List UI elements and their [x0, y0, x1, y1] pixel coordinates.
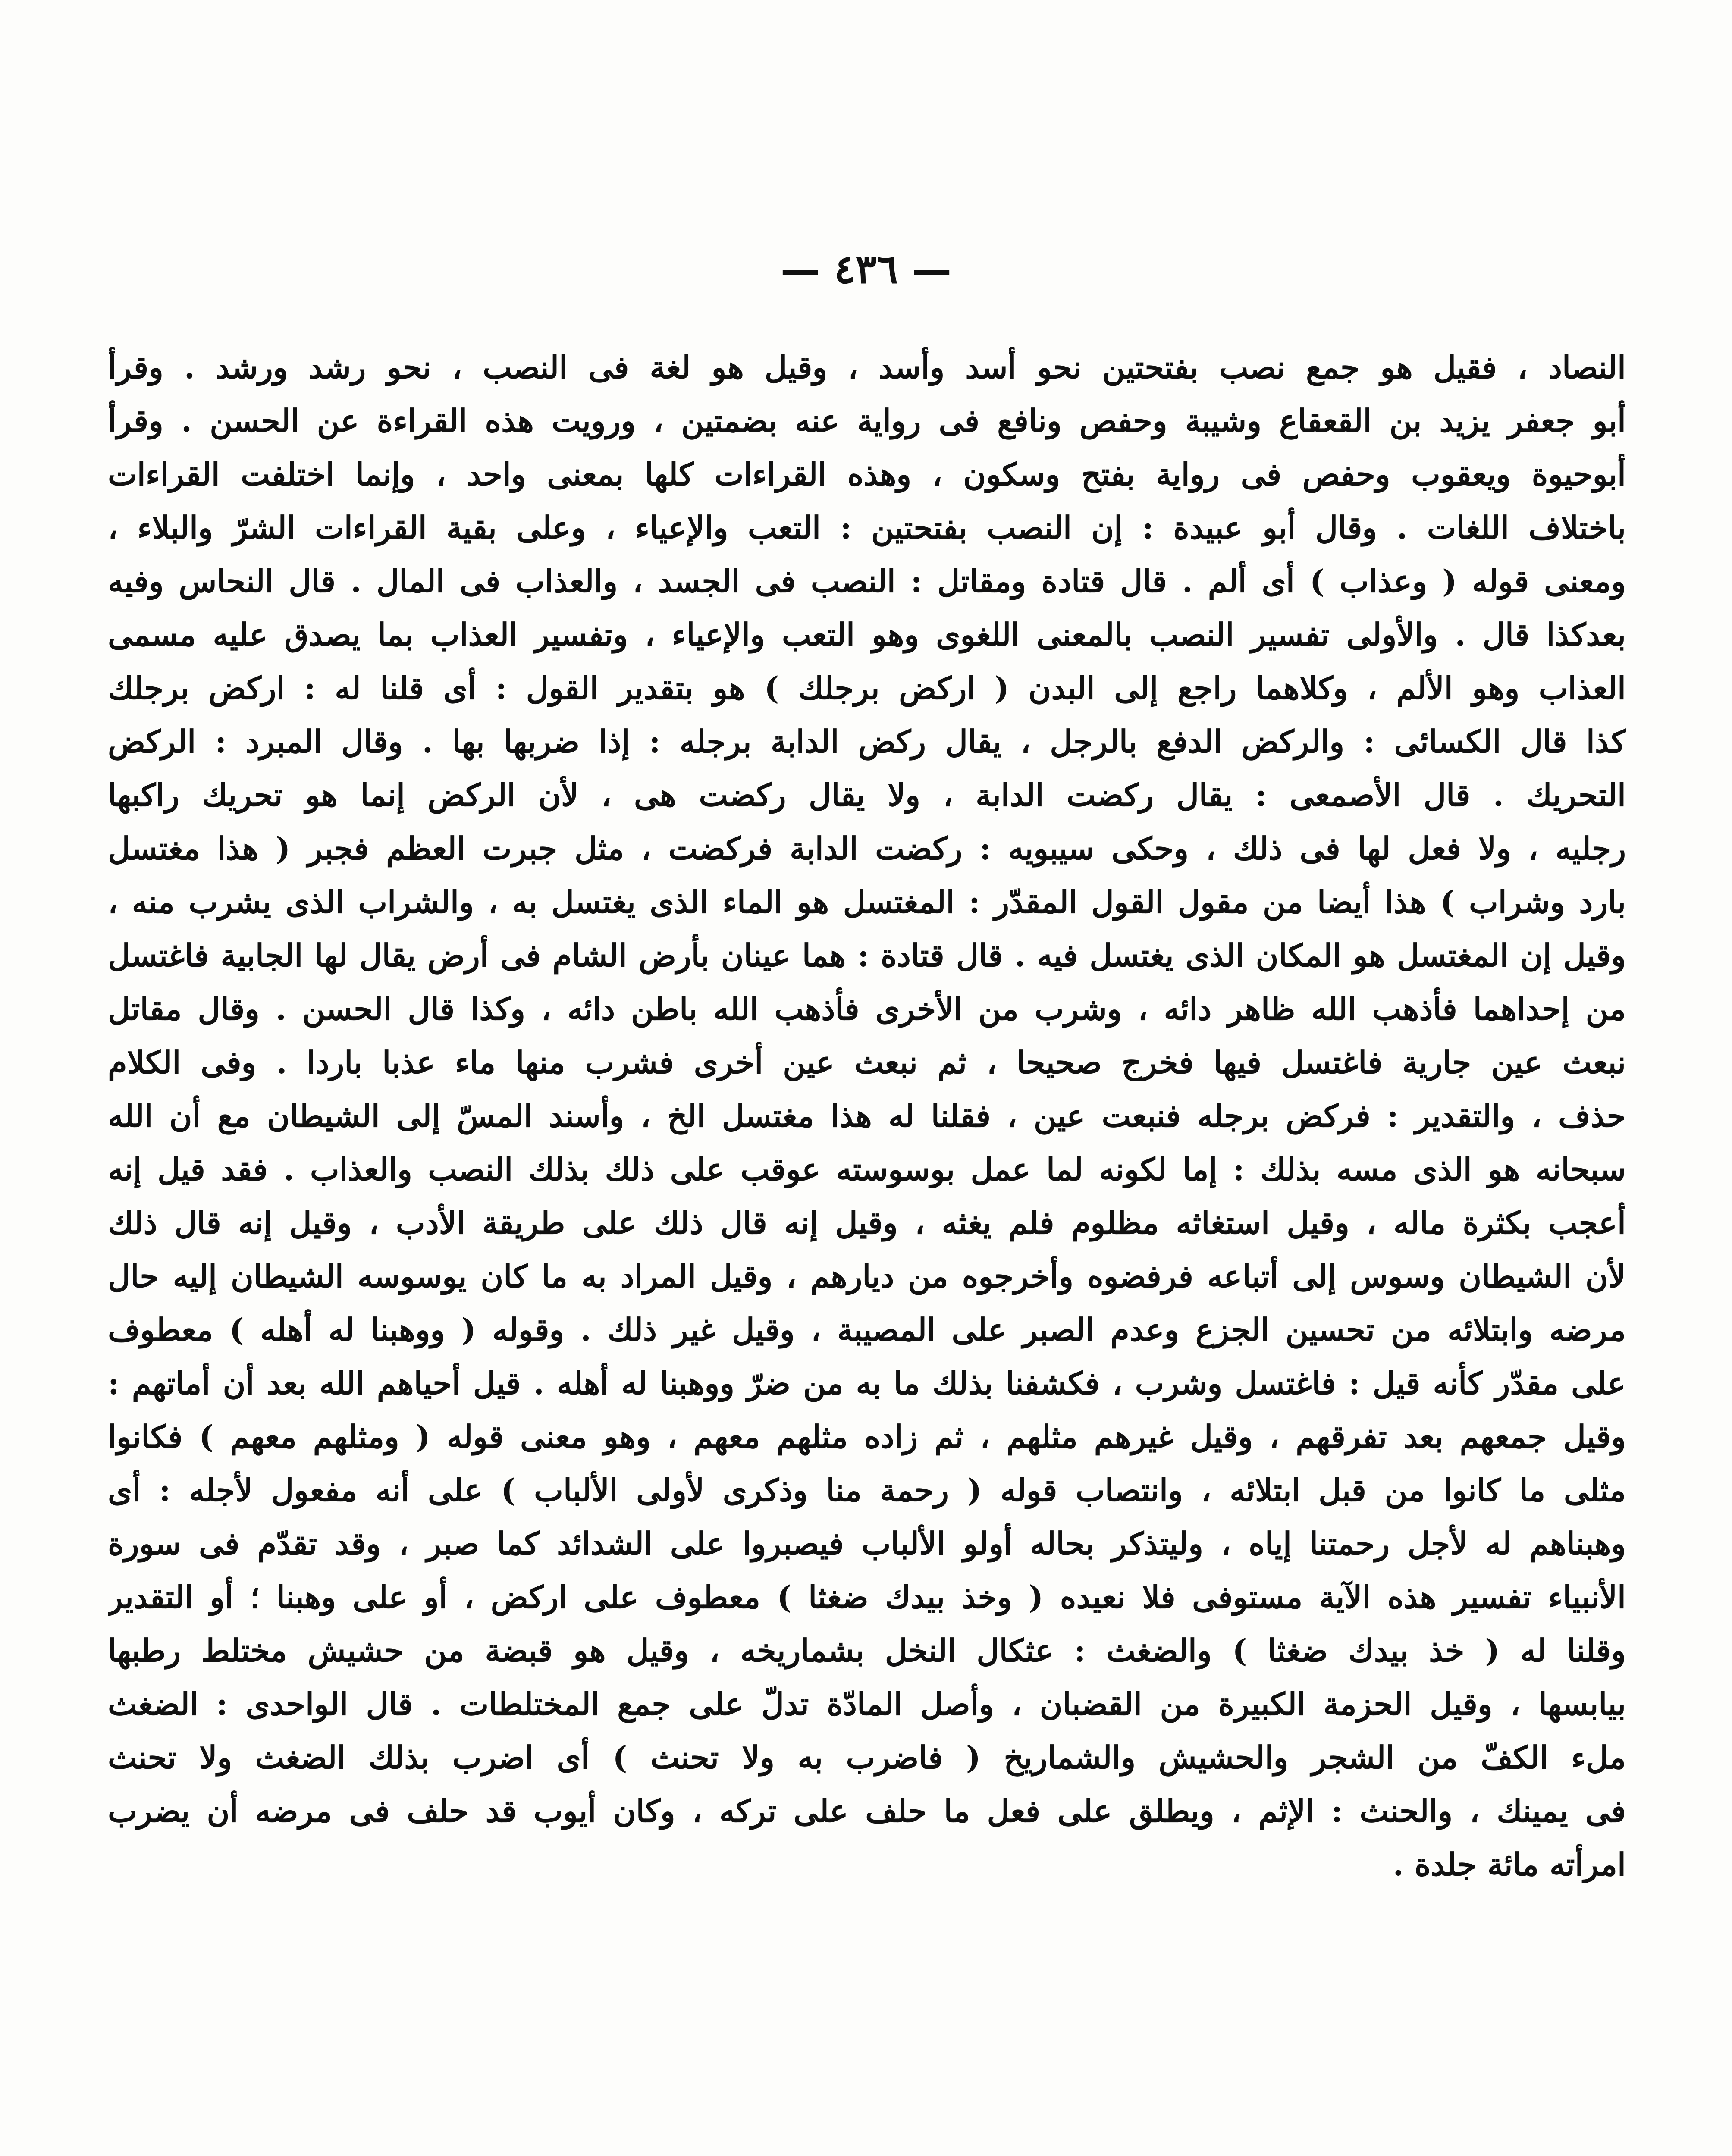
text-line: بعدكذا قال . والأولى تفسير النصب بالمعنى اللغوى وهو التعب والإعياء ، وتفسير العذاب بما يصدق عليه مسمى — [108, 616, 1626, 653]
text-line: نبعث عين جارية فاغتسل فيها فخرج صحيحا ، ثم نبعث عين أخرى فشرب منها ماء عذبا باردا . وفى الكلام — [108, 1044, 1626, 1081]
text-line: رجليه ، ولا فعل لها فى ذلك ، وحكى سيبويه : ركضت الدابة فركضت ، مثل جبرت العظم فجبر ( هذا مغتسل — [108, 830, 1626, 867]
text-line: وهبناهم له لأجل رحمتنا إياه ، وليتذكر بحاله أولو الألباب فيصبروا على الشدائد كما صبر ، وقد تقدّم فى سورة — [108, 1525, 1626, 1562]
text-line: على مقدّر كأنه قيل : فاغتسل وشرب ، فكشفنا بذلك ما به من ضرّ ووهبنا له أهله . قيل أحياهم الله بعد أن أماتهم : — [108, 1365, 1626, 1401]
text-line: أبو جعفر يزيد بن القعقاع وشيبة وحفص ونافع فى رواية عنه بضمتين ، ورويت هذه القراءة عن الحسن . وقرأ — [108, 402, 1626, 439]
text-line: لأن الشيطان وسوس إلى أتباعه فرفضوه وأخرجوه من ديارهم ، وقيل المراد به ما كان يوسوسه الشيطان إليه حال — [108, 1258, 1626, 1294]
text-line: امرأته مائة جلدة . — [1393, 1846, 1626, 1883]
text-line: من إحداهما فأذهب الله ظاهر دائه ، وشرب من الأخرى فأذهب الله باطن دائه ، وكذا قال الحسن . وقال مقاتل — [108, 990, 1626, 1027]
text-line: وقلنا له ( خذ بيدك ضغثا ) والضغث : عثكال النخل بشماريخه ، وقيل هو قبضة من حشيش مختلط رطبها — [108, 1632, 1626, 1669]
text-line: فى يمينك ، والحنث : الإثم ، ويطلق على فعل ما حلف على تركه ، وكان أيوب قد حلف فى مرضه أن يضرب — [108, 1792, 1626, 1829]
text-line: أبوحيوة ويعقوب وحفص فى رواية بفتح وسكون ، وهذه القراءات كلها بمعنى واحد ، وإنما اختلفت القراءات — [108, 456, 1626, 492]
text-line: مرضه وابتلائه من تحسين الجزع وعدم الصبر على المصيبة ، وقيل غير ذلك . وقوله ( ووهبنا له أهله ) معطوف — [108, 1311, 1626, 1348]
text-line: ملء الكفّ من الشجر والحشيش والشماريخ ( فاضرب به ولا تحنث ) أى اضرب بذلك الضغث ولا تحنث — [108, 1739, 1626, 1776]
text-line: النصاد ، فقيل هو جمع نصب بفتحتين نحو أسد وأسد ، وقيل هو لغة فى النصب ، نحو رشد ورشد . وقرأ — [108, 349, 1626, 385]
text-line: ومعنى قوله ( وعذاب ) أى ألم . قال قتادة ومقاتل : النصب فى الجسد ، والعذاب فى المال . قال النحاس وفيه — [108, 563, 1626, 599]
text-line: بارد وشراب ) هذا أيضا من مقول القول المقدّر : المغتسل هو الماء الذى يغتسل به ، والشراب الذى يشرب منه ، — [108, 884, 1626, 920]
text-line: سبحانه هو الذى مسه بذلك : إما لكونه لما عمل بوسوسته عوقب على ذلك بذلك النصب والعذاب . فقد قيل إنه — [108, 1151, 1626, 1188]
text-line: وقيل جمعهم بعد تفرقهم ، وقيل غيرهم مثلهم ، ثم زاده مثلهم معهم ، وهو معنى قوله ( ومثلهم معهم ) فكانوا — [108, 1418, 1626, 1455]
text-line: مثلى ما كانوا من قبل ابتلائه ، وانتصاب قوله ( رحمة منا وذكرى لأولى الألباب ) على أنه مفعول لأجله : أى — [108, 1472, 1626, 1508]
text-line: العذاب وهو الألم ، وكلاهما راجع إلى البدن ( اركض برجلك ) هو بتقدير القول : أى قلنا له : اركض برجلك — [108, 670, 1626, 706]
text-line: حذف ، والتقدير : فركض برجله فنبعت عين ، فقلنا له هذا مغتسل الخ ، وأسند المسّ إلى الشيطان مع أن الله — [108, 1097, 1626, 1134]
page-number: — ٤٣٦ — — [780, 246, 952, 292]
paragraph-commentary — [108, 341, 1626, 1891]
text-line: كذا قال الكسائى : والركض الدفع بالرجل ، يقال ركض الدابة برجله : إذا ضربها بها . وقال المبرد : الركض — [108, 723, 1626, 760]
text-line: بيابسها ، وقيل الحزمة الكبيرة من القضبان ، وأصل المادّة تدلّ على جمع المختلطات . قال الواحدى : الضغث — [108, 1686, 1626, 1722]
text-line: وقيل إن المغتسل هو المكان الذى يغتسل فيه . قال قتادة : هما عينان بأرض الشام فى أرض يقال لها الجابية فاغتسل — [108, 937, 1626, 974]
text-line: الأنبياء تفسير هذه الآية مستوفى فلا نعيده ( وخذ بيدك ضغثا ) معطوف على اركض ، أو على وهبنا ؛ أو التقدير — [108, 1579, 1626, 1615]
text-line: التحريك . قال الأصمعى : يقال ركضت الدابة ، ولا يقال ركضت هى ، لأن الركض إنما هو تحريك راكبها — [108, 777, 1626, 813]
text-line: باختلاف اللغات . وقال أبو عبيدة : إن النصب بفتحتين : التعب والإعياء ، وعلى بقية القراءات الشرّ والبلاء ، — [108, 509, 1626, 546]
text-line: أعجب بكثرة ماله ، وقيل استغاثه مظلوم فلم يغثه ، وقيل إنه قال ذلك على طريقة الأدب ، وقيل إنه قال ذلك — [108, 1204, 1626, 1241]
